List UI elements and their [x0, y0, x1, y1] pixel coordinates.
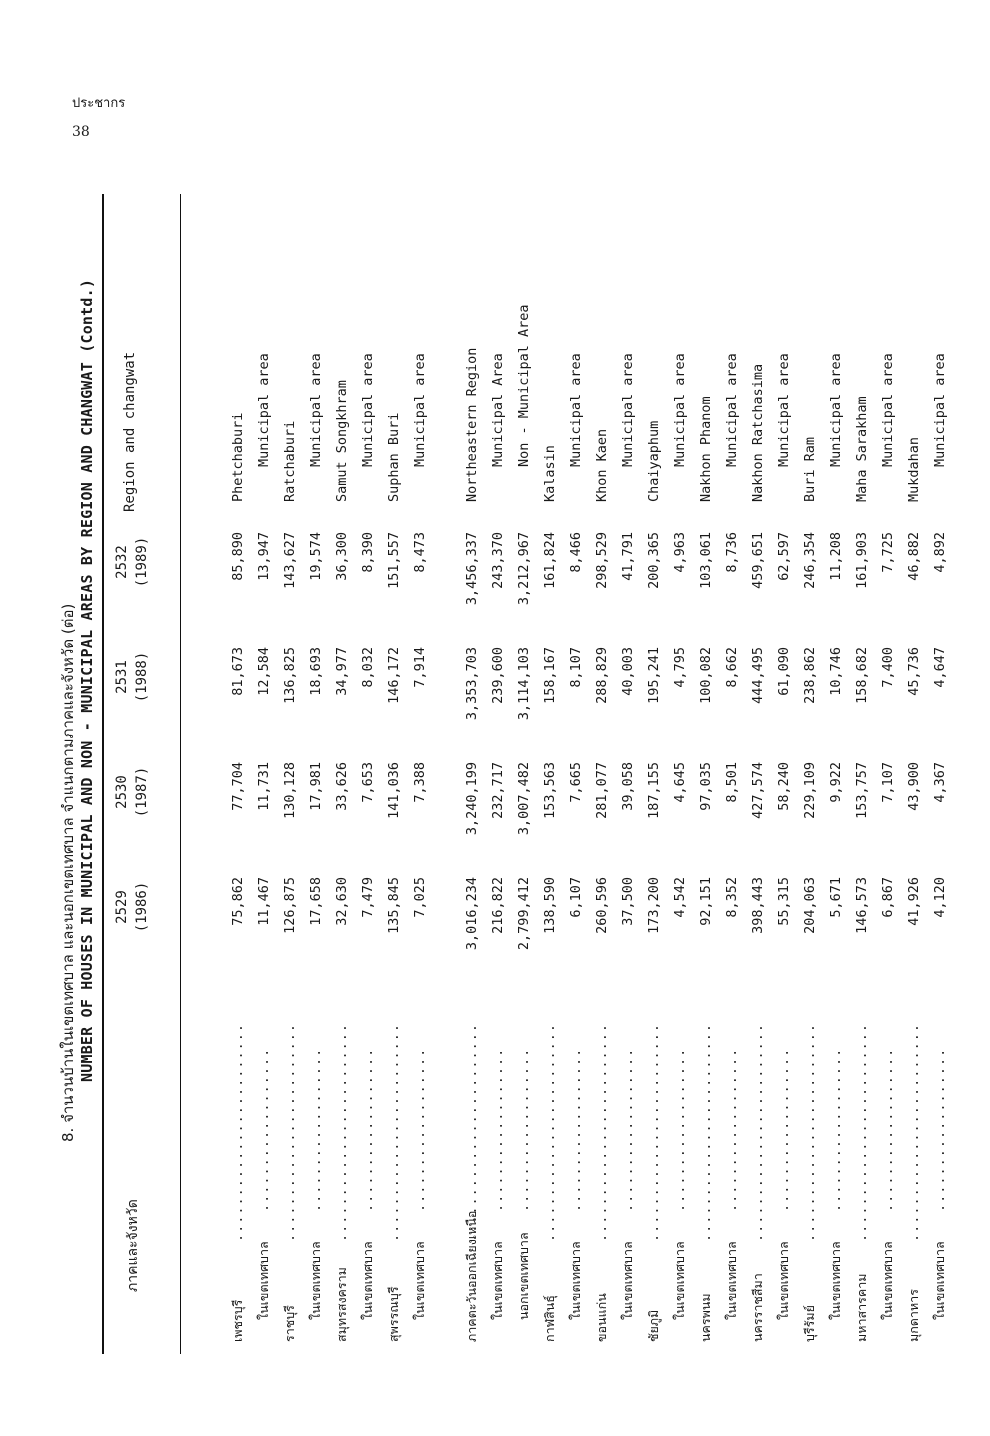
cell-value: 9,922	[828, 762, 844, 803]
row-label-en-sub: Municipal area	[568, 353, 584, 467]
row-label-thai-sub: ในเขตเทศบาล	[256, 1241, 271, 1320]
cell-value: 41,926	[906, 877, 922, 926]
cell-value: 18,693	[308, 647, 324, 696]
leader-dots: ........................	[542, 1022, 558, 1242]
cell-value: 55,315	[776, 877, 792, 926]
cell-value: 232,717	[490, 762, 506, 819]
column-header-1988	[112, 632, 152, 722]
column-header-1989	[112, 517, 152, 607]
cell-value: 92,151	[698, 877, 714, 926]
leader-dots: ..................	[516, 1047, 532, 1212]
cell-value: 146,573	[854, 877, 870, 934]
cell-value: 19,574	[308, 532, 324, 581]
cell-value: 173,200	[646, 877, 662, 934]
cell-value: 135,845	[386, 877, 402, 934]
row-label-thai-sub: ในเขตเทศบาล	[568, 1241, 583, 1320]
table-row	[745, 212, 771, 1372]
table-row	[615, 212, 641, 1372]
table-number: 8.	[59, 1127, 77, 1142]
cell-value: 158,682	[854, 647, 870, 704]
row-label-thai-sub: ในเขตเทศบาล	[880, 1241, 895, 1320]
cell-value: 229,109	[802, 762, 818, 819]
cell-value: 4,120	[932, 877, 948, 918]
table-title-en: NUMBER OF HOUSES IN MUNICIPAL AND NON - MUNICIPAL AREAS BY REGION AND CHANGWAT (Contd.)	[78, 278, 96, 1082]
cell-value: 62,597	[776, 532, 792, 581]
leader-dots: ..................	[490, 1047, 506, 1212]
cell-value: 243,370	[490, 532, 506, 589]
cell-value: 7,653	[360, 762, 376, 803]
table-row	[875, 212, 901, 1372]
row-label-thai: สุพรรณบุรี	[386, 1286, 401, 1342]
cell-value: 459,651	[750, 532, 766, 589]
cell-value: 46,882	[906, 532, 922, 581]
row-label-thai: มหาสารคาม	[854, 1273, 869, 1342]
row-label-en: Mukdahan	[906, 436, 922, 502]
leader-dots: ........................	[906, 1022, 922, 1242]
cell-value: 85,890	[230, 532, 246, 581]
row-label-en-sub: Municipal area	[360, 353, 376, 467]
row-label-thai-sub: ในเขตเทศบาล	[932, 1241, 947, 1320]
year-be: 2530	[114, 775, 130, 809]
year-ce: (1987)	[134, 766, 150, 818]
cell-value: 3,114,103	[516, 647, 532, 721]
cell-value: 34,977	[334, 647, 350, 696]
top-rule	[102, 194, 104, 1354]
cell-value: 12,584	[256, 647, 272, 696]
cell-value: 8,473	[412, 532, 428, 573]
table-row	[927, 212, 953, 1372]
leader-dots: ..................	[256, 1047, 272, 1212]
table-row	[719, 212, 745, 1372]
cell-value: 216,822	[490, 877, 506, 934]
cell-value: 8,662	[724, 647, 740, 688]
cell-value: 444,495	[750, 647, 766, 704]
row-label-en-sub: Municipal area	[620, 353, 636, 467]
cell-value: 4,367	[932, 762, 948, 803]
table-row	[511, 212, 537, 1372]
row-label-thai: นครราชสีมา	[750, 1273, 765, 1342]
row-label-en-sub: Municipal area	[308, 353, 324, 467]
cell-value: 100,082	[698, 647, 714, 704]
row-label-thai-sub: ในเขตเทศบาล	[672, 1241, 687, 1320]
row-label-en: Maha Sarakham	[854, 396, 870, 502]
cell-value: 77,704	[230, 762, 246, 811]
row-label-thai-sub: ในเขตเทศบาล	[620, 1241, 635, 1320]
cell-value: 8,032	[360, 647, 376, 688]
cell-value: 3,016,234	[464, 877, 480, 951]
cell-value: 126,875	[282, 877, 298, 934]
row-label-thai-sub: ในเขตเทศบาล	[308, 1241, 323, 1320]
row-label-en: Nakhon Phanom	[698, 396, 714, 502]
cell-value: 4,647	[932, 647, 948, 688]
cell-value: 36,300	[334, 532, 350, 581]
cell-value: 4,542	[672, 877, 688, 918]
cell-value: 13,947	[256, 532, 272, 581]
cell-value: 45,736	[906, 647, 922, 696]
year-ce: (1989)	[134, 536, 150, 588]
cell-value: 8,736	[724, 532, 740, 573]
page-number: 38	[72, 124, 90, 140]
column-header-thai: ภาคและจังหวัด	[125, 1199, 141, 1292]
row-label-thai: เพชรบุรี	[230, 1299, 245, 1342]
table-row	[459, 212, 485, 1372]
table-row	[329, 212, 355, 1372]
year-be: 2531	[114, 660, 130, 694]
leader-dots: ..................	[932, 1047, 948, 1212]
table-row	[641, 212, 667, 1372]
row-label-thai-sub: ในเขตเทศบาล	[412, 1241, 427, 1320]
row-label-thai: สมุทรสงคราม	[334, 1267, 349, 1342]
cell-value: 200,365	[646, 532, 662, 589]
year-be: 2532	[114, 545, 130, 579]
table-row	[823, 212, 849, 1372]
leader-dots: ..................	[828, 1047, 844, 1212]
cell-value: 260,596	[594, 877, 610, 934]
leader-dots: ........................	[230, 1022, 246, 1242]
table-row	[849, 212, 875, 1372]
cell-value: 246,354	[802, 532, 818, 589]
leader-dots: ..................	[724, 1047, 740, 1212]
cell-value: 7,388	[412, 762, 428, 803]
row-label-en: Buri Ram	[802, 436, 818, 502]
cell-value: 11,731	[256, 762, 272, 811]
cell-value: 195,241	[646, 647, 662, 704]
row-label-en-sub: Municipal area	[932, 353, 948, 467]
table-row	[225, 212, 251, 1372]
row-label-en-sub: Municipal area	[256, 353, 272, 467]
cell-value: 33,626	[334, 762, 350, 811]
cell-value: 40,003	[620, 647, 636, 696]
table-title-thai-text: จำนวนบ้านในเขตเทศบาล และนอกเขตเทศบาล จำแนกตามภาคและจังหวัด (ต่อ)	[59, 603, 77, 1123]
row-label-en: Northeastern Region	[464, 347, 480, 502]
cell-value: 398,443	[750, 877, 766, 934]
cell-value: 8,390	[360, 532, 376, 573]
row-label-thai-sub: ในเขตเทศบาล	[828, 1241, 843, 1320]
cell-value: 8,466	[568, 532, 584, 573]
cell-value: 5,671	[828, 877, 844, 918]
row-label-en-sub: Municipal area	[776, 353, 792, 467]
leader-dots: ........................	[464, 1022, 480, 1242]
table-row	[485, 212, 511, 1372]
leader-dots: ..................	[776, 1047, 792, 1212]
cell-value: 32,630	[334, 877, 350, 926]
row-label-en: Suphan Buri	[386, 412, 402, 502]
cell-value: 161,903	[854, 532, 870, 589]
row-label-thai: ขอนแก่น	[594, 1293, 609, 1342]
cell-value: 153,563	[542, 762, 558, 819]
cell-value: 17,981	[308, 762, 324, 811]
cell-value: 187,155	[646, 762, 662, 819]
table-row	[771, 212, 797, 1372]
row-label-thai-sub: ในเขตเทศบาล	[360, 1241, 375, 1320]
header-rule	[180, 194, 181, 1354]
table-row	[901, 212, 927, 1372]
cell-value: 151,557	[386, 532, 402, 589]
leader-dots: ..................	[672, 1047, 688, 1212]
cell-value: 4,645	[672, 762, 688, 803]
table-row	[589, 212, 615, 1372]
cell-value: 4,795	[672, 647, 688, 688]
cell-value: 8,107	[568, 647, 584, 688]
row-label-en-sub: Municipal area	[412, 353, 428, 467]
leader-dots: ..................	[412, 1047, 428, 1212]
cell-value: 158,167	[542, 647, 558, 704]
year-ce: (1988)	[134, 651, 150, 703]
leader-dots: ........................	[854, 1022, 870, 1242]
leader-dots: ..................	[620, 1047, 636, 1212]
row-label-thai: นครพนม	[698, 1293, 713, 1342]
cell-value: 161,824	[542, 532, 558, 589]
row-label-en: Kalasin	[542, 445, 558, 502]
cell-value: 130,128	[282, 762, 298, 819]
table-row	[797, 212, 823, 1372]
leader-dots: ........................	[750, 1022, 766, 1242]
row-label-thai: กาฬสินธุ์	[542, 1295, 557, 1342]
leader-dots: ..................	[568, 1047, 584, 1212]
table-row	[303, 212, 329, 1372]
cell-value: 427,574	[750, 762, 766, 819]
row-label-thai-sub: ในเขตเทศบาล	[724, 1241, 739, 1320]
row-label-en: Ratchaburi	[282, 420, 298, 502]
leader-dots: ..................	[360, 1047, 376, 1212]
table-row	[277, 212, 303, 1372]
cell-value: 204,063	[802, 877, 818, 934]
leader-dots: ........................	[334, 1022, 350, 1242]
cell-value: 281,077	[594, 762, 610, 819]
cell-value: 239,600	[490, 647, 506, 704]
cell-value: 61,090	[776, 647, 792, 696]
table-row	[381, 212, 407, 1372]
column-header-en: Region and changwat	[122, 351, 138, 512]
table-row	[355, 212, 381, 1372]
row-label-thai: มุกดาหาร	[906, 1289, 921, 1342]
row-label-en: Phetchaburi	[230, 412, 246, 502]
row-label-thai-sub: ในเขตเทศบาล	[490, 1241, 505, 1320]
cell-value: 7,025	[412, 877, 428, 918]
leader-dots: ........................	[646, 1022, 662, 1242]
row-label-en: Nakhon Ratchasima	[750, 363, 766, 502]
leader-dots: ........................	[282, 1022, 298, 1242]
cell-value: 10,746	[828, 647, 844, 696]
cell-value: 136,825	[282, 647, 298, 704]
cell-value: 81,673	[230, 647, 246, 696]
row-label-en: Khon Kaen	[594, 428, 610, 502]
cell-value: 11,467	[256, 877, 272, 926]
leader-dots: ........................	[386, 1022, 402, 1242]
cell-value: 143,627	[282, 532, 298, 589]
row-label-thai: บุรีรัมย์	[802, 1305, 817, 1342]
cell-value: 7,665	[568, 762, 584, 803]
leader-dots: ..................	[308, 1047, 324, 1212]
cell-value: 43,900	[906, 762, 922, 811]
cell-value: 7,107	[880, 762, 896, 803]
cell-value: 11,208	[828, 532, 844, 581]
row-label-en-sub: Municipal area	[828, 353, 844, 467]
cell-value: 3,212,967	[516, 532, 532, 606]
cell-value: 138,590	[542, 877, 558, 934]
column-header-1987	[112, 747, 152, 837]
running-header: ประชากร	[72, 96, 126, 111]
cell-value: 103,061	[698, 532, 714, 589]
cell-value: 7,400	[880, 647, 896, 688]
cell-value: 288,829	[594, 647, 610, 704]
table-row	[693, 212, 719, 1372]
cell-value: 6,107	[568, 877, 584, 918]
cell-value: 2,799,412	[516, 877, 532, 951]
rotated-table-page	[50, 212, 948, 1372]
row-label-thai-sub: ในเขตเทศบาล	[776, 1241, 791, 1320]
row-label-en: Samut Songkhram	[334, 380, 350, 502]
cell-value: 3,240,199	[464, 762, 480, 836]
cell-value: 298,529	[594, 532, 610, 589]
cell-value: 141,036	[386, 762, 402, 819]
cell-value: 8,501	[724, 762, 740, 803]
cell-value: 39,058	[620, 762, 636, 811]
cell-value: 3,456,337	[464, 532, 480, 606]
cell-value: 8,352	[724, 877, 740, 918]
leader-dots: ........................	[802, 1022, 818, 1242]
year-be: 2529	[114, 890, 130, 924]
row-label-thai-sub: นอกเขตเทศบาล	[516, 1232, 531, 1320]
cell-value: 7,914	[412, 647, 428, 688]
table-row	[537, 212, 563, 1372]
row-label-en-sub: Municipal area	[724, 353, 740, 467]
table-row	[407, 212, 433, 1372]
table-row	[667, 212, 693, 1372]
cell-value: 238,862	[802, 647, 818, 704]
row-label-thai: ชัยภูมิ	[646, 1309, 661, 1342]
cell-value: 75,862	[230, 877, 246, 926]
row-label-en-sub: Municipal area	[880, 353, 896, 467]
cell-value: 37,500	[620, 877, 636, 926]
leader-dots: ........................	[594, 1022, 610, 1242]
cell-value: 17,658	[308, 877, 324, 926]
table-title-thai	[56, 604, 80, 1142]
cell-value: 146,172	[386, 647, 402, 704]
leader-dots: ..................	[880, 1047, 896, 1212]
row-label-en: Chaiyaphum	[646, 420, 662, 502]
cell-value: 4,892	[932, 532, 948, 573]
table-row	[251, 212, 277, 1372]
cell-value: 3,007,482	[516, 762, 532, 836]
table-row	[563, 212, 589, 1372]
leader-dots: ........................	[698, 1022, 714, 1242]
cell-value: 7,479	[360, 877, 376, 918]
column-header-1986	[112, 862, 152, 952]
row-label-en-sub: Municipal area	[672, 353, 688, 467]
cell-value: 41,791	[620, 532, 636, 581]
cell-value: 4,963	[672, 532, 688, 573]
cell-value: 58,240	[776, 762, 792, 811]
year-ce: (1986)	[134, 881, 150, 933]
cell-value: 3,353,703	[464, 647, 480, 721]
cell-value: 7,725	[880, 532, 896, 573]
row-label-en-sub: Municipal Area	[490, 353, 506, 467]
row-label-thai: ราชบุรี	[282, 1305, 297, 1342]
row-label-thai: ภาคตะวันออกเฉียงเหนือ	[464, 1210, 479, 1342]
row-label-en-sub: Non - Municipal Area	[516, 304, 532, 467]
cell-value: 6,867	[880, 877, 896, 918]
cell-value: 97,035	[698, 762, 714, 811]
cell-value: 153,757	[854, 762, 870, 819]
